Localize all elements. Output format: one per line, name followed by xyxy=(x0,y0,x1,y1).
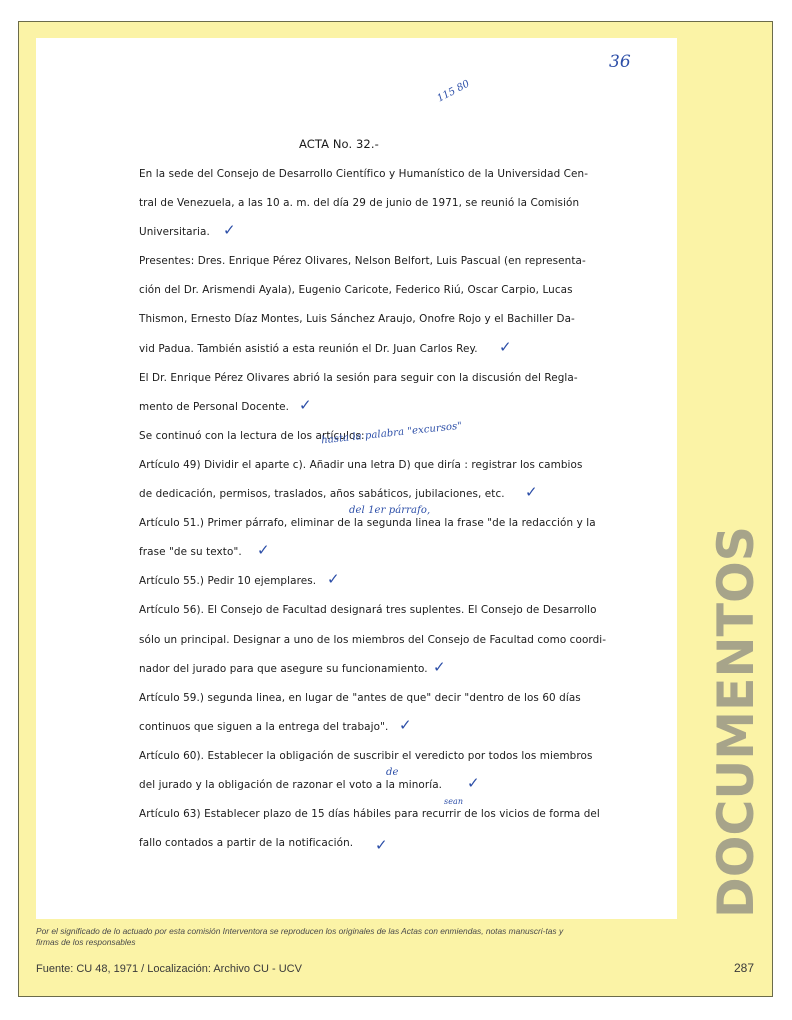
body-line xyxy=(139,659,606,688)
body-line: El Dr. Enrique Pérez Olivares abrió la sesión para seguir con la discusión del Regla- xyxy=(139,371,578,384)
body-line xyxy=(139,339,606,368)
check-mark-icon: ✓ xyxy=(299,395,312,414)
body-line xyxy=(139,420,606,455)
body-line-text: Artículo 55.) Pedir 10 ejemplares. xyxy=(139,575,317,588)
page-number: 287 xyxy=(734,961,755,975)
body-line xyxy=(139,833,606,862)
body-line: ción del Dr. Arismendi Ayala), Eugenio Caricote, Federico Riú, Oscar Carpio, Lucas xyxy=(139,284,573,297)
check-mark-icon: ✓ xyxy=(433,657,446,676)
body-line-text: vid Padua. También asistió a esta reunión el Dr. Juan Carlos Rey. xyxy=(139,342,478,355)
body-line xyxy=(139,571,606,600)
body-line xyxy=(139,766,606,804)
body-line-text: de dedicación, permisos, traslados, años sabáticos, jubilaciones, etc. xyxy=(139,488,505,501)
body-line-text: continuos que siguen a la entrega del trabajo". xyxy=(139,720,389,733)
body-line-text: frase "de su texto". xyxy=(139,546,242,559)
check-mark-icon: ✓ xyxy=(499,337,512,356)
body-line: Artículo 59.) segunda linea, en lugar de "antes de que" decir "dentro de los 60 días xyxy=(139,691,581,704)
body-line-text: del jurado y la obligación de razonar el voto a la minoría. xyxy=(139,778,443,791)
handwritten-page-number: 36 xyxy=(609,52,631,72)
handwritten-note-parrafo: del 1er párrafo, xyxy=(349,505,431,517)
body-line-text: mento de Personal Docente. xyxy=(139,400,290,413)
body-line: Artículo 49) Dividir el aparte c). Añadir una letra D) que diría : registrar los cambios xyxy=(139,458,583,471)
body-line xyxy=(139,505,606,542)
body-line-text: Artículo 51.) Primer párrafo, eliminar de la segunda linea la frase "de la redacción y la xyxy=(139,517,596,530)
body-line: Thismon, Ernesto Díaz Montes, Luis Sánchez Araujo, Onofre Rojo y el Bachiller Da- xyxy=(139,313,575,326)
handwritten-note-de: de xyxy=(386,766,399,778)
body-line-text: fallo contados a partir de la notificación. xyxy=(139,837,354,850)
footer-source: Fuente: CU 48, 1971 / Localización: Archivo CU - UCV xyxy=(36,963,302,975)
check-mark-icon: ✓ xyxy=(525,483,538,502)
check-mark-icon: ✓ xyxy=(375,836,388,855)
body-line: En la sede del Consejo de Desarrollo Científico y Humanístico de la Universidad Cen- xyxy=(139,168,589,180)
body-line xyxy=(139,222,606,251)
body-line: tral de Venezuela, a las 10 a. m. del día 29 de junio de 1971, se reunió la Comisión xyxy=(139,197,580,210)
documentos-text: DOCUMENTOS xyxy=(707,518,765,918)
footer-caption: Por el significado de lo actuado por esta comisión Interventora se reproducen los originales de las Actas con enmiendas, notas manuscri-tas y firmas de los responsables xyxy=(36,926,564,947)
body-line xyxy=(139,717,606,746)
handwritten-note-sean: sean xyxy=(444,797,464,807)
check-mark-icon: ✓ xyxy=(467,773,480,792)
body-line xyxy=(139,797,606,833)
handwritten-margin-note: 115 80 xyxy=(435,78,472,105)
check-mark-icon: ✓ xyxy=(223,221,236,240)
check-mark-icon: ✓ xyxy=(257,541,270,560)
handwritten-note-hasta: hasta la palabra "excursos" xyxy=(320,420,463,447)
body-line xyxy=(139,397,606,426)
body-line: Artículo 56). El Consejo de Facultad designará tres suplentes. El Consejo de Desarrollo xyxy=(139,604,597,617)
document-body xyxy=(139,164,606,862)
check-mark-icon: ✓ xyxy=(399,715,412,734)
document-title: ACTA No. 32.- xyxy=(299,137,379,151)
body-line: Presentes: Dres. Enrique Pérez Olivares, Nelson Belfort, Luis Pascual (en representa- xyxy=(139,255,586,268)
body-line-text: nador del jurado para que asegure su funcionamiento. xyxy=(139,662,428,675)
body-line xyxy=(139,542,606,571)
documentos-vertical-label xyxy=(707,518,765,920)
body-line-text: Universitaria. xyxy=(139,226,210,239)
check-mark-icon: ✓ xyxy=(327,570,340,589)
body-line-text: Se continuó con la lectura de los artículos: xyxy=(139,429,365,442)
body-line-text: Artículo 63) Establecer plazo de 15 días hábiles para recurrir de los vicios de forma del xyxy=(139,808,600,821)
body-line: Artículo 60). Establecer la obligación de suscribir el veredicto por todos los miembros xyxy=(139,749,593,762)
body-line: sólo un principal. Designar a uno de los miembros del Consejo de Facultad como coordi- xyxy=(139,633,607,646)
